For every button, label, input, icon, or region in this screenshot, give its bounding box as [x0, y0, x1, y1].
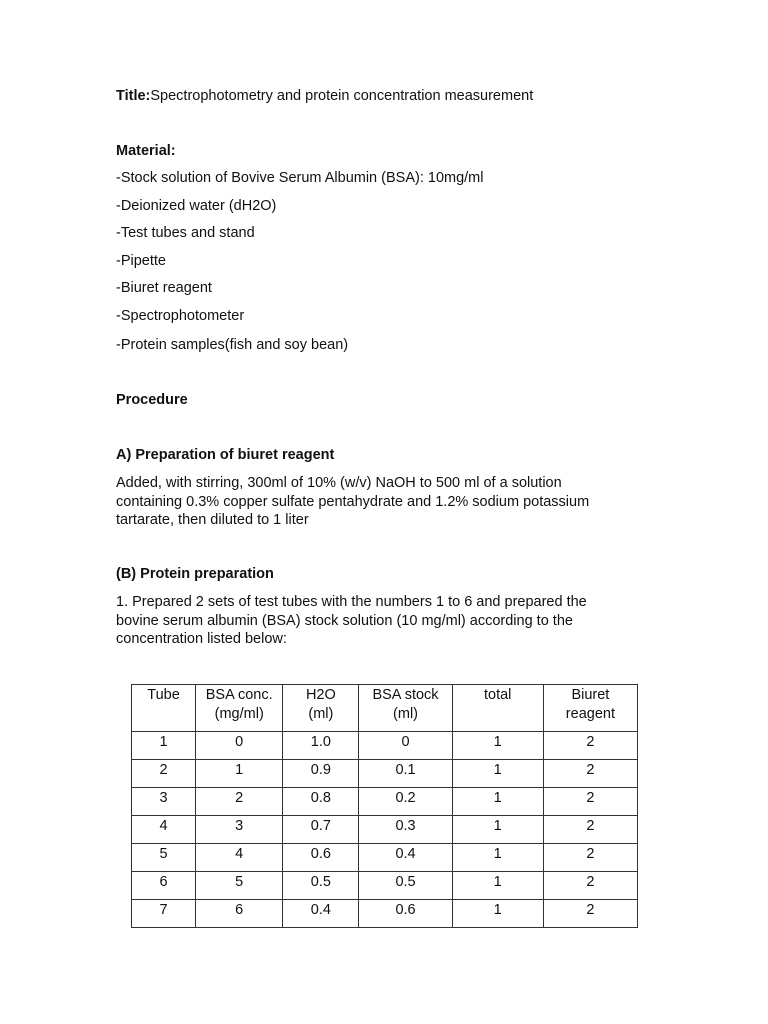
header-line: Biuret	[571, 687, 610, 703]
table-cell: 1	[452, 872, 543, 900]
table-cell: 0.8	[283, 788, 359, 816]
table-cell: 3	[132, 788, 196, 816]
header-bsa-stock	[359, 685, 452, 732]
table-cell: 0.9	[283, 760, 359, 788]
title-text: Spectrophotometry and protein concentration measurement	[150, 88, 534, 104]
table-cell: 2	[543, 900, 637, 928]
header-line: (ml)	[308, 705, 334, 722]
paragraph-line: bovine serum albumin (BSA) stock solution (10 mg/ml) according to the	[116, 612, 573, 629]
table-cell: 3	[196, 816, 283, 844]
table-cell: 0.7	[283, 816, 359, 844]
table-cell: 5	[132, 844, 196, 872]
paragraph-line: containing 0.3% copper sulfate pentahydrate and 1.2% sodium potassium	[116, 493, 590, 510]
procedure-heading: Procedure	[116, 392, 188, 408]
table-cell: 5	[196, 872, 283, 900]
table-cell: 0	[196, 732, 283, 760]
table-row	[132, 788, 638, 816]
table-row	[132, 732, 638, 760]
paragraph-line: 1. Prepared 2 sets of test tubes with the numbers 1 to 6 and prepared the	[116, 594, 587, 610]
bsa-concentration-table	[131, 684, 638, 928]
table-cell: 0.6	[283, 844, 359, 872]
table-cell: 2	[543, 760, 637, 788]
paragraph-line: tartarate, then diluted to 1 liter	[116, 512, 309, 528]
header-h2o	[283, 685, 359, 732]
material-item: -Spectrophotometer	[116, 308, 245, 324]
table-cell: 0.3	[359, 816, 452, 844]
header-tube	[132, 685, 196, 732]
section-b-paragraph	[116, 593, 636, 649]
header-total	[452, 685, 543, 732]
title-line	[116, 87, 533, 105]
table-row	[132, 816, 638, 844]
paragraph-line: concentration listed below:	[116, 631, 287, 647]
table-cell: 0.1	[359, 760, 452, 788]
header-line: (mg/ml)	[214, 705, 264, 722]
table-cell: 1	[452, 844, 543, 872]
header-line: reagent	[565, 705, 615, 722]
table-cell: 1	[452, 732, 543, 760]
table-cell: 0.6	[359, 900, 452, 928]
header-line: Tube	[147, 687, 180, 703]
section-a-heading: A) Preparation of biuret reagent	[116, 447, 335, 463]
table-cell: 4	[196, 844, 283, 872]
table-cell: 6	[132, 872, 196, 900]
table-cell: 0.4	[283, 900, 359, 928]
table-cell: 2	[543, 872, 637, 900]
table-cell: 0.5	[359, 872, 452, 900]
table-cell: 1.0	[283, 732, 359, 760]
table-cell: 2	[543, 816, 637, 844]
header-biuret-reagent	[543, 685, 637, 732]
table-cell: 2	[196, 788, 283, 816]
material-item: -Biuret reagent	[116, 280, 212, 296]
material-item: -Pipette	[116, 253, 166, 269]
table-row	[132, 872, 638, 900]
title-label: Title:	[116, 88, 151, 104]
header-line: (ml)	[393, 705, 418, 722]
table-cell: 0.2	[359, 788, 452, 816]
material-item: -Stock solution of Bovive Serum Albumin (BSA): 10mg/ml	[116, 170, 484, 186]
table-cell: 2	[543, 788, 637, 816]
material-item: -Deionized water (dH2O)	[116, 198, 277, 214]
section-a-paragraph	[116, 474, 636, 530]
header-line: BSA conc.	[205, 687, 273, 703]
header-bsa-conc	[196, 685, 283, 732]
table-cell: 2	[543, 732, 637, 760]
header-line: BSA stock	[372, 687, 439, 703]
table-row	[132, 900, 638, 928]
table-cell: 1	[452, 788, 543, 816]
table-cell: 1	[452, 900, 543, 928]
material-item: -Protein samples(fish and soy bean)	[116, 337, 349, 353]
header-line: H2O	[305, 687, 336, 703]
table-header-row	[132, 685, 638, 732]
material-heading: Material:	[116, 143, 176, 159]
table-cell: 4	[132, 816, 196, 844]
material-item: -Test tubes and stand	[116, 225, 255, 241]
table-cell: 1	[452, 760, 543, 788]
table-cell: 7	[132, 900, 196, 928]
table-cell: 2	[543, 844, 637, 872]
section-b-heading: (B) Protein preparation	[116, 566, 274, 582]
paragraph-line: Added, with stirring, 300ml of 10% (w/v) NaOH to 500 ml of a solution	[116, 475, 562, 491]
table-cell: 1	[132, 732, 196, 760]
table-row	[132, 844, 638, 872]
table-cell: 6	[196, 900, 283, 928]
table-cell: 0.4	[359, 844, 452, 872]
header-line: total	[483, 687, 512, 703]
table-row	[132, 760, 638, 788]
table-cell: 1	[452, 816, 543, 844]
table-cell: 0.5	[283, 872, 359, 900]
table-cell: 2	[132, 760, 196, 788]
table-cell: 0	[359, 732, 452, 760]
table-cell: 1	[196, 760, 283, 788]
